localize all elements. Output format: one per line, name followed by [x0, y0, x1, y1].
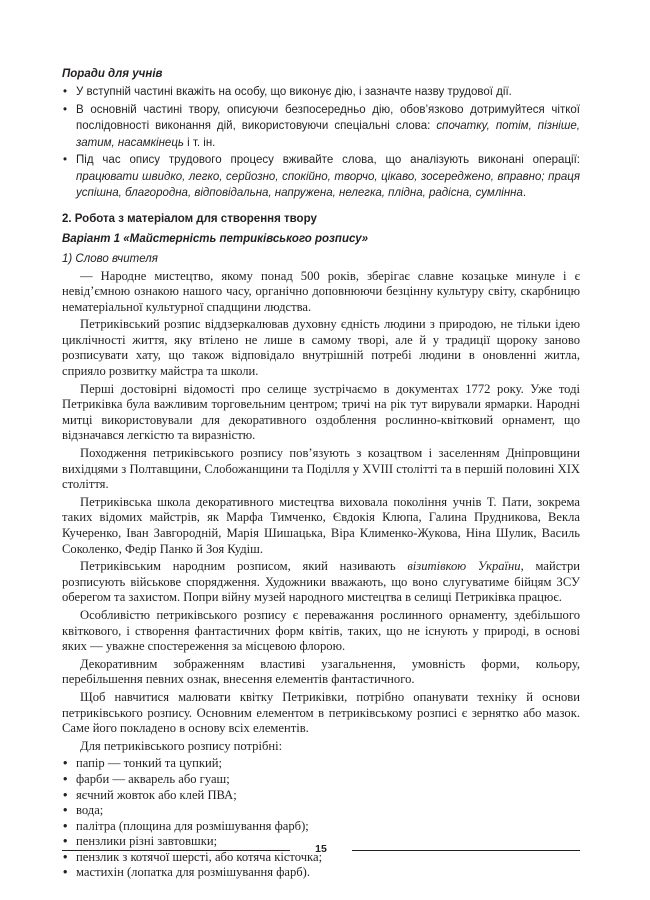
material-item: • пензлик з котячої шерсті, або котяча кісточка;: [62, 850, 580, 866]
body-text: [62, 269, 580, 755]
text-run: , майстри розписують військове спорядження. Художники вважають, що воно слугуватиме бійцям ЗСУ оберегом та захистом. Попри війну музей народного мистецтва в селищі Петриківка працює.: [62, 559, 580, 605]
text-run: У вступній частині вкажіть на особу, що виконує дію, і зазначте назву трудової дії.: [76, 86, 512, 98]
page-content: [62, 56, 580, 881]
material-item: • вода;: [62, 803, 580, 819]
body-paragraph: [62, 690, 580, 737]
body-paragraph: [62, 495, 580, 557]
tips-list: [62, 84, 580, 202]
footer-rule-right: [352, 850, 580, 851]
variant-title: Варіант 1 «Майстерність петриківського розпису»: [62, 232, 369, 245]
body-paragraph: [62, 446, 580, 493]
material-item: • фарби — акварель або гуаш;: [62, 772, 580, 788]
body-paragraph: [62, 382, 580, 444]
material-item: • палітра (площина для розмішування фарб);: [62, 819, 580, 835]
material-item: • яєчний жовток або клей ПВА;: [62, 788, 580, 804]
text-run: Походження петриківського розпису пов’язують з козацтвом і заселенням Дніпровщини вихідцями з Полтавщини, Слобожанщини та Поділля у XVIII столітті та в першій половині XIX століття.: [62, 446, 580, 492]
body-paragraph: [62, 657, 580, 688]
body-paragraph: [62, 559, 580, 606]
page-number: 15: [315, 843, 327, 855]
text-run: Петриківським народним розписом, який називають: [80, 559, 408, 574]
tips-title: Поради для учнів: [62, 68, 163, 80]
tip-item: [62, 84, 580, 101]
material-item: • мастихін (лопатка для розмішування фарб).: [62, 865, 580, 881]
text-run: Петриківська школа декоративного мистецтва виховала покоління учнів Т. Пати, зокрема таких відомих майстрів, як Марфа Тимченко, Євдокія Клюпа, Галина Прудникова, Векла Кучеренко, Іван Завгородній, Марія Шишацька, Віра Клименко-Жукова, Ніна Шулик, Василь Соколенко, Федір Панко й Зоя Кудіш.: [62, 494, 580, 556]
text-run: — Народне мистецтво, якому понад 500 років, зберігає славне козацьке минуле і є невід’ємною ознакою нашого часу, органічно доповнюючи безцінну культуру світу, скарбницю нематеріальної культурної спадщини людства.: [62, 268, 580, 314]
page-footer: [62, 843, 580, 857]
body-paragraph: [62, 608, 580, 655]
tip-item: [62, 102, 580, 152]
tip-item: [62, 152, 580, 202]
text-run: Для петриківського розпису потрібні:: [80, 738, 283, 753]
body-paragraph: [62, 317, 580, 379]
material-item: • папір — тонкий та цупкий;: [62, 756, 580, 772]
materials-list: [62, 756, 580, 881]
text-run: і т. ін.: [183, 136, 216, 149]
text-run: Петриківський розпис віддзеркалював духовну єдність людини з природою, не тільки ідею циклічності життя, яку втілено не лише в самому творі, але й у традиції щороку заново розписувати хату, що також відповідало внутрішній потребі людини в оновленні житла, сприяло розвитку майстра та школи.: [62, 317, 580, 379]
body-paragraph: [62, 269, 580, 316]
text-run: Декоративним зображенням властиві узагальнення, умовність форми, кольору, перебільшення певних ознак, внесення елементів фантастичного.: [62, 656, 580, 687]
text-run: працювати швидко, легко, серйозно, спокійно, творчо, цікаво, зосереджено, вправно; праця успішна, благородна, відповідальна, напружена, нелегка, плідна, радісна, сумлінна: [76, 170, 580, 199]
text-run: візитівкою України: [407, 559, 521, 574]
text-run: В основній частині твору, описуючи безпосередньо дію, обов’язково дотримуйтеся чіткої послідовності виконання дій, використовуючи спеціальні слова:: [76, 103, 580, 132]
text-run: .: [522, 187, 527, 199]
section-title: 2. Робота з матеріалом для створення твору: [62, 212, 317, 225]
body-paragraph: [62, 739, 580, 755]
text-run: спочатку, потім, пізніше, затим, насамкінець: [76, 120, 580, 149]
text-run: Перші достовірні відомості про селище зустрічаємо в документах 1772 року. Уже тоді Петриківка була важливим торговельним центром; тричі на рік тут вирували ярмарки. Народні митці використовували для декоративного оздоблення рослинно-квітковий орнамент, що відзначався легкістю та виразністю.: [62, 381, 580, 443]
subheading: 1) Слово вчителя: [62, 252, 158, 265]
material-item: • пензлики різні завтовшки;: [62, 834, 580, 850]
text-run: Щоб навчитися малювати квітку Петриківки, потрібно опанувати техніку й основи петриківського розпису. Основним елементом в петриківському розписі є зернятко або мазок. Саме його покладено в основу всіх елементів.: [62, 689, 580, 736]
text-run: Особливістю петриківського розпису є переважання рослинного орнаменту, здебільшого квіткового, і створення фантастичних форм квітів, таких, що не існують у природі, в основі яких — уважне спостереження за місцевою флорою.: [62, 607, 580, 654]
text-run: Під час опису трудового процесу вживайте слова, що аналізують виконані операції:: [76, 154, 580, 166]
